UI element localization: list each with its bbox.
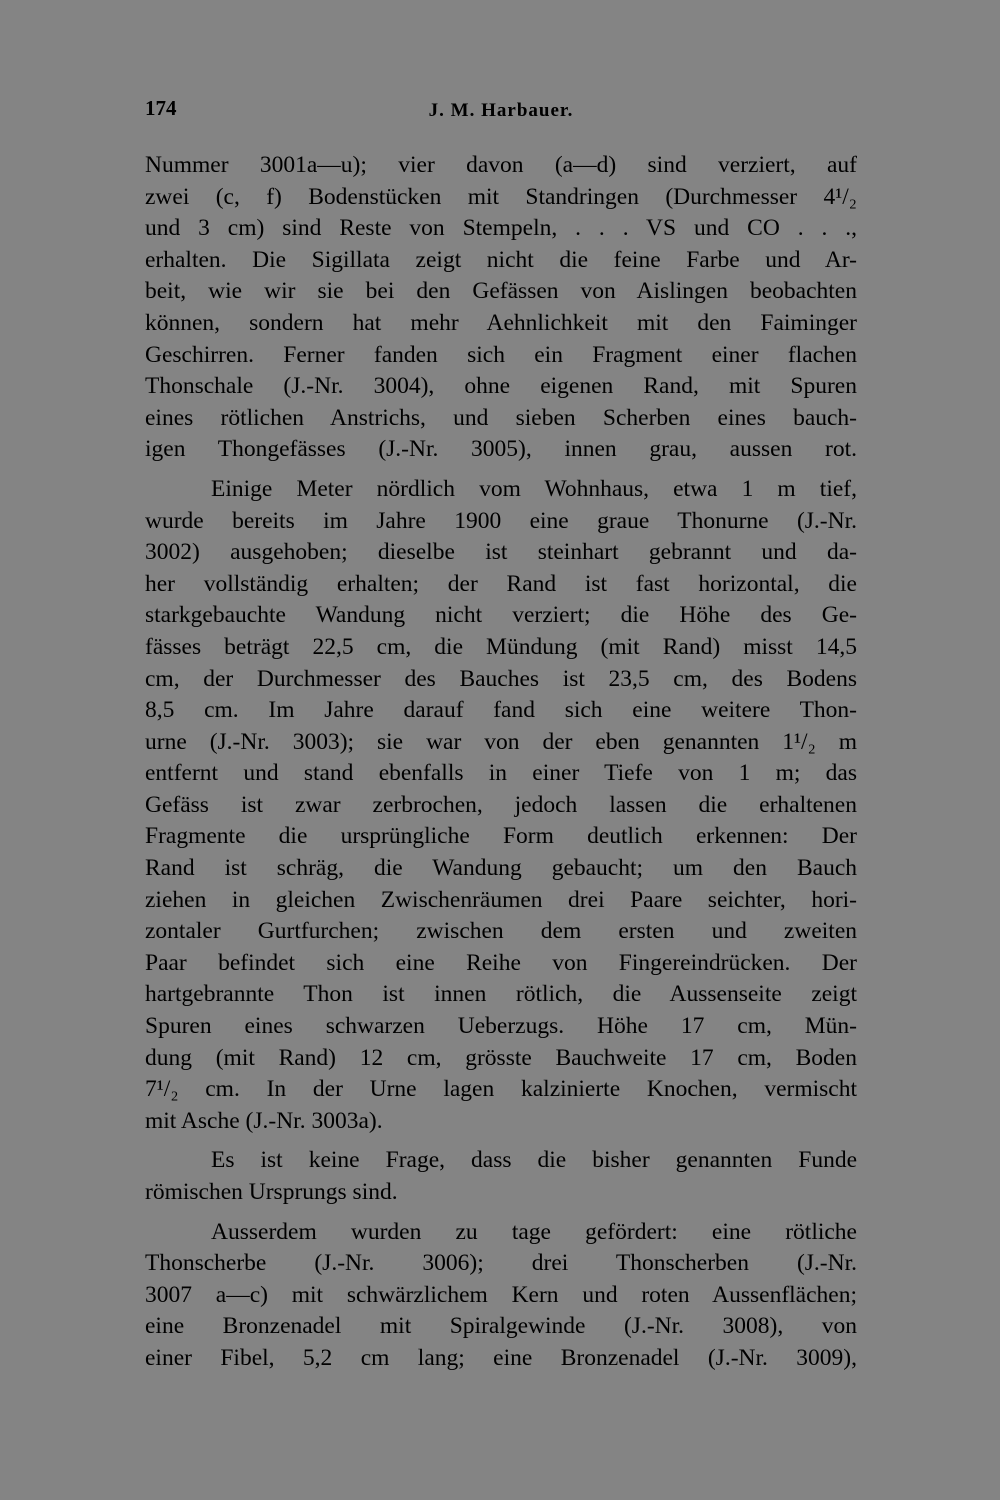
text-line: erhalten. Die Sigillata zeigt nicht die feine Farbe und Ar- <box>145 246 857 273</box>
text-line: Thonschale (J.-Nr. 3004), ohne eigenen Rand, mit Spuren <box>145 373 857 400</box>
text-line: her vollständig erhalten; der Rand ist fast horizontal, die <box>145 570 857 597</box>
text-line: Ausserdem wurden zu tage gefördert: eine rötliche <box>211 1218 857 1245</box>
text-line: Fragmente die ursprüngliche Form deutlich erkennen: Der <box>145 823 857 850</box>
paragraph-2 <box>145 474 857 1137</box>
text-line: Rand ist schräg, die Wandung gebaucht; um den Bauch <box>145 855 857 882</box>
text-line: einer Fibel, 5,2 cm lang; eine Bronzenadel (J.-Nr. 3009), <box>145 1344 857 1371</box>
text-line: 3007 a—c) mit schwärzlichem Kern und roten Aussenflächen; <box>145 1281 857 1308</box>
text-line: cm, der Durchmesser des Bauches ist 23,5 cm, des Bodens <box>145 665 857 692</box>
text-line: Gefäss ist zwar zerbrochen, jedoch lassen die erhaltenen <box>145 791 857 818</box>
text-line: hartgebrannte Thon ist innen rötlich, die Aussenseite zeigt <box>145 981 857 1008</box>
text-line: zwei (c, f) Bodenstücken mit Standringen (Durchmesser 4¹/₂ <box>145 183 857 210</box>
text-line: eines rötlichen Anstrichs, und sieben Scherben eines bauch- <box>145 404 857 431</box>
text-line: mit Asche (J.-Nr. 3003a). <box>145 1107 383 1134</box>
text-line: 3002) ausgehoben; dieselbe ist steinhart gebrannt und da- <box>145 539 857 566</box>
text-line: 7¹/₂ cm. In der Urne lagen kalzinierte Knochen, vermischt <box>145 1076 857 1103</box>
text-line: entfernt und stand ebenfalls in einer Tiefe von 1 m; das <box>145 760 857 787</box>
text-line: dung (mit Rand) 12 cm, grösste Bauchweite 17 cm, Boden <box>145 1044 857 1071</box>
text-line: Einige Meter nördlich vom Wohnhaus, etwa 1 m tief, <box>211 475 857 502</box>
text-line: 8,5 cm. Im Jahre darauf fand sich eine weitere Thon- <box>145 697 857 724</box>
text-line: Es ist keine Frage, dass die bisher genannten Funde <box>211 1147 857 1174</box>
text-line: igen Thongefässes (J.-Nr. 3005), innen grau, aussen rot. <box>145 436 857 463</box>
body-text <box>145 150 857 1375</box>
text-line: beit, wie wir sie bei den Gefässen von Aislingen beobachten <box>145 278 857 305</box>
text-line: wurde bereits im Jahre 1900 eine graue Thonurne (J.-Nr. <box>145 507 857 534</box>
text-line: können, sondern hat mehr Aehnlichkeit mit den Faiminger <box>145 309 857 336</box>
paragraph-3 <box>145 1145 857 1208</box>
text-line: Thonscherbe (J.-Nr. 3006); drei Thonscherben (J.-Nr. <box>145 1250 857 1277</box>
paragraph-4 <box>145 1217 857 1375</box>
text-line: eine Bronzenadel mit Spiralgewinde (J.-Nr. 3008), von <box>145 1313 857 1340</box>
text-line: urne (J.-Nr. 3003); sie war von der eben genannten 1¹/₂ m <box>145 728 857 755</box>
page-header <box>145 96 857 128</box>
text-line: ziehen in gleichen Zwischenräumen drei Paare seichter, hori- <box>145 886 857 913</box>
text-line: Geschirren. Ferner fanden sich ein Fragment einer flachen <box>145 341 857 368</box>
text-line: Spuren eines schwarzen Ueberzugs. Höhe 17 cm, Mün- <box>145 1013 857 1040</box>
text-line: zontaler Gurtfurchen; zwischen dem ersten und zweiten <box>145 918 857 945</box>
text-line: römischen Ursprungs sind. <box>145 1179 398 1205</box>
text-line: und 3 cm) sind Reste von Stempeln, . . . VS und CO . . ., <box>145 215 857 242</box>
text-line: Nummer 3001a—u); vier davon (a—d) sind verziert, auf <box>145 152 857 178</box>
text-line: fässes beträgt 22,5 cm, die Mündung (mit Rand) misst 14,5 <box>145 633 857 660</box>
text-line: starkgebauchte Wandung nicht verziert; die Höhe des Ge- <box>145 602 857 629</box>
paragraph-1 <box>145 150 857 466</box>
page-number: 174 <box>145 96 177 120</box>
running-title: J. M. Harbauer. <box>428 100 574 121</box>
text-line: Paar befindet sich eine Reihe von Fingereindrücken. Der <box>145 949 857 976</box>
